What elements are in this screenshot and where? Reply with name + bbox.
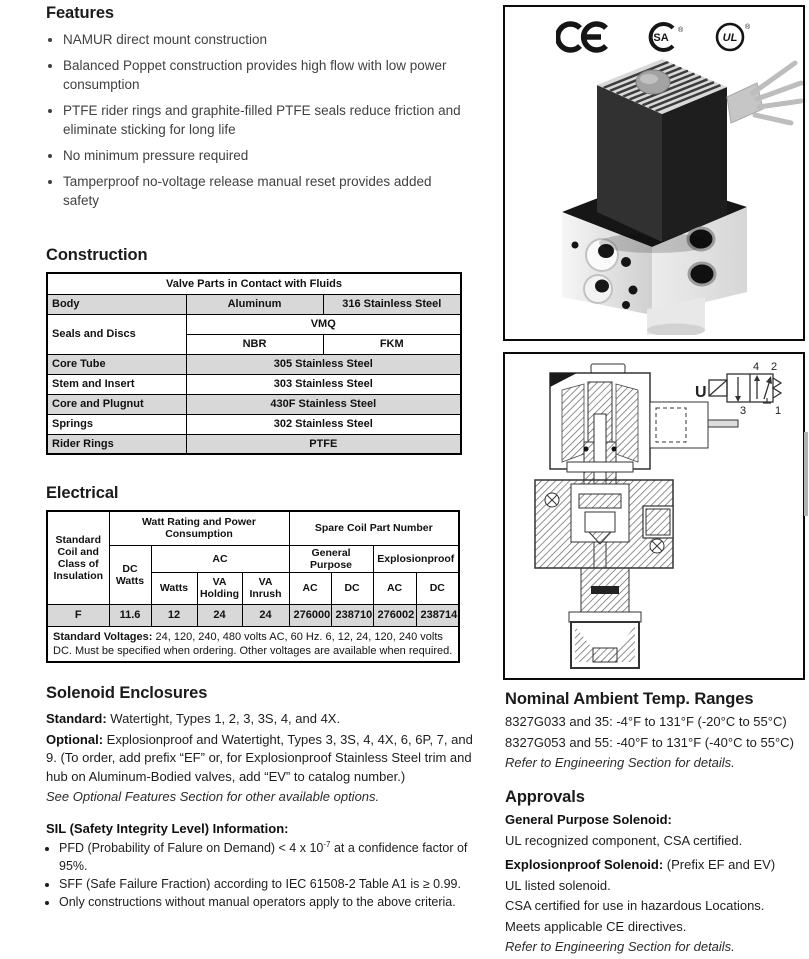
- product-photo-panel: [503, 5, 805, 341]
- ul-letters: UL: [722, 32, 738, 44]
- electrical-footnote: [47, 626, 459, 662]
- ambient-temp-section: [505, 690, 805, 775]
- electrical-cell: F: [47, 604, 109, 626]
- electrical-cell: 12: [151, 604, 197, 626]
- sil-item-pfd: [59, 839, 474, 875]
- sil-list: [46, 839, 474, 911]
- construction-table-header: Valve Parts in Contact with Fluids: [47, 273, 461, 294]
- construction-cell: 430F Stainless Steel: [186, 394, 461, 414]
- electrical-cell: 238710: [331, 604, 373, 626]
- feature-item: • PTFE rider rings and graphite-filled PTFE seals reduce friction and eliminate sticking for long life: [63, 101, 466, 139]
- electrical-cell: 276000: [289, 604, 331, 626]
- electrical-watt-group-header: Watt Rating and Power Consumption: [109, 511, 289, 545]
- construction-cell: VMQ: [186, 314, 461, 334]
- construction-cell: FKM: [323, 334, 461, 354]
- general-purpose-solenoid-label: General Purpose Solenoid:: [505, 812, 672, 827]
- approvals-title: Approvals: [505, 788, 585, 806]
- cross-section-panel: [503, 352, 805, 680]
- approvals-line: UL listed solenoid.: [505, 877, 611, 893]
- electrical-footnote-text: 24, 120, 240, 480 volts AC, 60 Hz. 6, 12, 24, 120, 240 volts DC. Must be specified when ordering. Other voltages are available when required.: [53, 630, 453, 657]
- electrical-col1-header: Standard Coil and Class of Insulation: [47, 511, 109, 604]
- temp-range-line: 8327G033 and 35: -4°F to 131°F (-20°C to 55°C): [505, 714, 787, 729]
- feature-item: • Balanced Poppet construction provides high flow with low power consumption: [63, 56, 466, 94]
- construction-section: [46, 246, 466, 455]
- construction-cell: NBR: [186, 334, 323, 354]
- ul-registered-mark: ®: [745, 24, 751, 31]
- electrical-section: [46, 484, 466, 663]
- construction-row-label: Core and Plugnut: [47, 394, 186, 414]
- construction-row-label: Core Tube: [47, 354, 186, 374]
- spring-symbol: [773, 378, 781, 398]
- feature-item: • No minimum pressure required: [63, 146, 466, 165]
- csa-registered-mark: ®: [678, 27, 684, 34]
- electrical-ep-ac-header: AC: [373, 572, 416, 604]
- solenoid-enclosures-section: [46, 684, 474, 911]
- sil-pfd-post: at a confidence factor of 95%.: [59, 840, 468, 873]
- approvals-line: Meets applicable CE directives.: [505, 918, 687, 934]
- electrical-ac-header: AC: [151, 545, 289, 572]
- electrical-watts-header: Watts: [151, 572, 197, 604]
- explosionproof-solenoid-label: Explosionproof Solenoid:: [505, 857, 664, 872]
- electrical-cell: 238714: [416, 604, 459, 626]
- approvals-ep-line: [505, 856, 805, 875]
- electrical-gp-dc-header: DC: [331, 572, 373, 604]
- port-3-label: 3: [740, 405, 747, 417]
- electrical-cell: 24: [197, 604, 242, 626]
- construction-cell: 302 Stainless Steel: [186, 414, 461, 434]
- construction-table: [46, 272, 462, 455]
- port-1-label: 1: [775, 405, 782, 417]
- electrical-general-purpose-header: General Purpose: [289, 545, 373, 572]
- sil-title: SIL (Safety Integrity Level) Information:: [46, 820, 289, 836]
- construction-row-label: Stem and Insert: [47, 374, 186, 394]
- enclosures-standard: [46, 710, 474, 729]
- symbol-u-label: U: [695, 384, 707, 401]
- construction-cell: 316 Stainless Steel: [323, 294, 461, 314]
- electrical-dc-watts-header: DC Watts: [109, 545, 151, 604]
- valve-cross-section-diagram: [505, 354, 799, 674]
- solenoid-valve-photo: [505, 7, 803, 335]
- enclosures-standard-label: Standard:: [46, 711, 107, 726]
- electrical-spare-group-header: Spare Coil Part Number: [289, 511, 459, 545]
- feature-item: • NAMUR direct mount construction: [63, 30, 466, 49]
- electrical-cell: 11.6: [109, 604, 151, 626]
- approvals-note: Refer to Engineering Section for details.: [505, 939, 735, 954]
- features-title: Features: [46, 4, 114, 22]
- sil-item-manual: • Only constructions without manual operators apply to the above criteria.: [59, 893, 474, 911]
- temp-range-note: Refer to Engineering Section for details.: [505, 755, 735, 770]
- electrical-ep-dc-header: DC: [416, 572, 459, 604]
- approvals-line: CSA certified for use in hazardous Locations.: [505, 898, 765, 913]
- sil-pfd-superscript: -7: [323, 839, 331, 849]
- feature-item: • Tamperproof no-voltage release manual reset provides added safety: [63, 172, 466, 210]
- electrical-table: [46, 510, 460, 663]
- construction-cell: PTFE: [186, 434, 461, 454]
- features-list: [46, 30, 466, 210]
- electrical-cell: 24: [242, 604, 289, 626]
- electrical-va-holding-header: VA Holding: [197, 572, 242, 604]
- approvals-gp-label: [505, 811, 805, 830]
- explosionproof-prefix-note: (Prefix EF and EV): [663, 857, 776, 872]
- temp-range-line: 8327G053 and 55: -40°F to 131°F (-40°C to 55°C): [505, 734, 794, 750]
- enclosures-optional-text: Explosionproof and Watertight, Types 3, 3S, 4, 4X, 6, 6P, 7, and 9. (To order, add prefix “EF” or, for Explosionproof Stainless Steel trim and hub on Aluminum-Bodied valves, add “EV” to catalog number.): [46, 731, 473, 784]
- approvals-section: [505, 788, 805, 959]
- enclosures-optional: [46, 731, 474, 787]
- sil-information: [46, 821, 474, 911]
- page-edge-mark: [804, 432, 808, 516]
- features-section: [46, 4, 466, 217]
- csa-letters: SA: [653, 32, 669, 44]
- construction-title: Construction: [46, 246, 148, 264]
- ambient-temp-title: Nominal Ambient Temp. Ranges: [505, 690, 754, 708]
- enclosures-standard-text: Watertight, Types 1, 2, 3, 3S, 4, and 4X.: [106, 711, 341, 726]
- port-4-label: 4: [753, 361, 760, 373]
- electrical-cell: 276002: [373, 604, 416, 626]
- lead-wires: [753, 63, 801, 123]
- electrical-explosionproof-header: Explosionproof: [373, 545, 459, 572]
- approvals-gp-text: UL recognized component, CSA certified.: [505, 832, 743, 848]
- construction-row-label: Rider Rings: [47, 434, 186, 454]
- construction-cell: 305 Stainless Steel: [186, 354, 461, 374]
- enclosures-optional-label: Optional:: [46, 731, 104, 747]
- solenoid-coil-side: [662, 87, 727, 242]
- electrical-connector: [650, 402, 708, 448]
- sil-item-sff: • SFF (Safe Failure Fraction) according to IEC 61508-2 Table A1 is ≥ 0.99.: [59, 875, 474, 893]
- construction-row-label: Springs: [47, 414, 186, 434]
- construction-cell: 303 Stainless Steel: [186, 374, 461, 394]
- construction-cell: Aluminum: [186, 294, 323, 314]
- solenoid-enclosures-title: Solenoid Enclosures: [46, 684, 208, 702]
- enclosures-note: See Optional Features Section for other available options.: [46, 789, 380, 804]
- electrical-va-inrush-header: VA Inrush: [242, 572, 289, 604]
- electrical-title: Electrical: [46, 484, 119, 502]
- electrical-gp-ac-header: AC: [289, 572, 331, 604]
- port-2-label: 2: [771, 361, 778, 373]
- sil-pfd-pre: PFD (Probability of Falure on Demand) < 4 x 10: [59, 840, 324, 855]
- construction-row-label: Body: [47, 294, 186, 314]
- construction-row-label: Seals and Discs: [47, 314, 186, 354]
- electrical-footnote-label: Standard Voltages:: [53, 630, 153, 643]
